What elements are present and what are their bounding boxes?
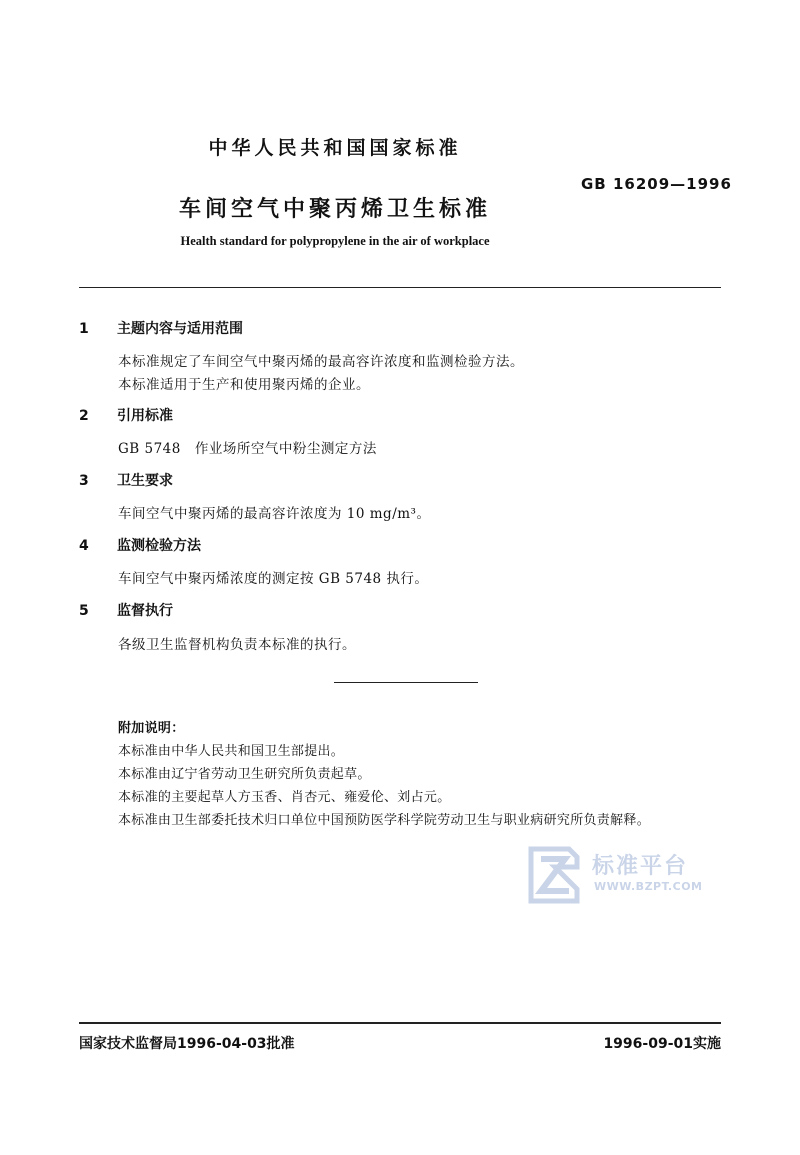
watermark-text: 标准平台 — [592, 854, 689, 879]
section-paragraph: 车间空气中聚丙烯浓度的测定按 GB 5748 执行。 — [118, 571, 429, 587]
section-heading: 5 监督执行 — [79, 603, 173, 619]
header-divider — [79, 287, 721, 288]
document-title: 车间空气中聚丙烯卫生标准 — [178, 197, 491, 222]
issuing-body: 中华人民共和国国家标准 — [208, 137, 462, 159]
section-paragraph: 车间空气中聚丙烯的最高容许浓度为 10 mg/m³。 — [118, 506, 431, 522]
footer-divider — [79, 1022, 721, 1024]
section-paragraph: 各级卫生监督机构负责本标准的执行。 — [118, 637, 356, 653]
section-heading: 2 引用标准 — [79, 408, 173, 424]
notes-line: 本标准由辽宁省劳动卫生研究所负责起草。 — [118, 767, 371, 782]
document-title-english: Health standard for polypropylene in the air of workplace — [180, 234, 490, 248]
notes-line: 本标准的主要起草人方玉香、肖杏元、雍爱伦、刘占元。 — [118, 790, 451, 805]
effective-date: 1996-09-01实施 — [603, 1036, 721, 1052]
watermark-logo-icon — [525, 845, 583, 905]
end-of-body-rule — [334, 682, 478, 683]
section-heading: 1 主题内容与适用范围 — [79, 321, 243, 337]
notes-line: 本标准由卫生部委托技术归口单位中国预防医学科学院劳动卫生与职业病研究所负责解释。 — [118, 813, 651, 828]
section-paragraph: GB 5748 作业场所空气中粉尘测定方法 — [118, 441, 377, 457]
standard-number: GB 16209—1996 — [581, 175, 732, 193]
notes-line: 本标准由中华人民共和国卫生部提出。 — [118, 744, 345, 759]
section-heading: 4 监测检验方法 — [79, 538, 201, 554]
approval-date: 国家技术监督局1996-04-03批准 — [79, 1036, 295, 1052]
section-heading: 3 卫生要求 — [79, 473, 173, 489]
notes-heading: 附加说明： — [118, 721, 185, 736]
section-paragraph: 本标准规定了车间空气中聚丙烯的最高容许浓度和监测检验方法。 — [118, 354, 524, 370]
watermark-url: WWW.BZPT.COM — [594, 880, 703, 893]
section-paragraph: 本标准适用于生产和使用聚丙烯的企业。 — [118, 377, 370, 393]
